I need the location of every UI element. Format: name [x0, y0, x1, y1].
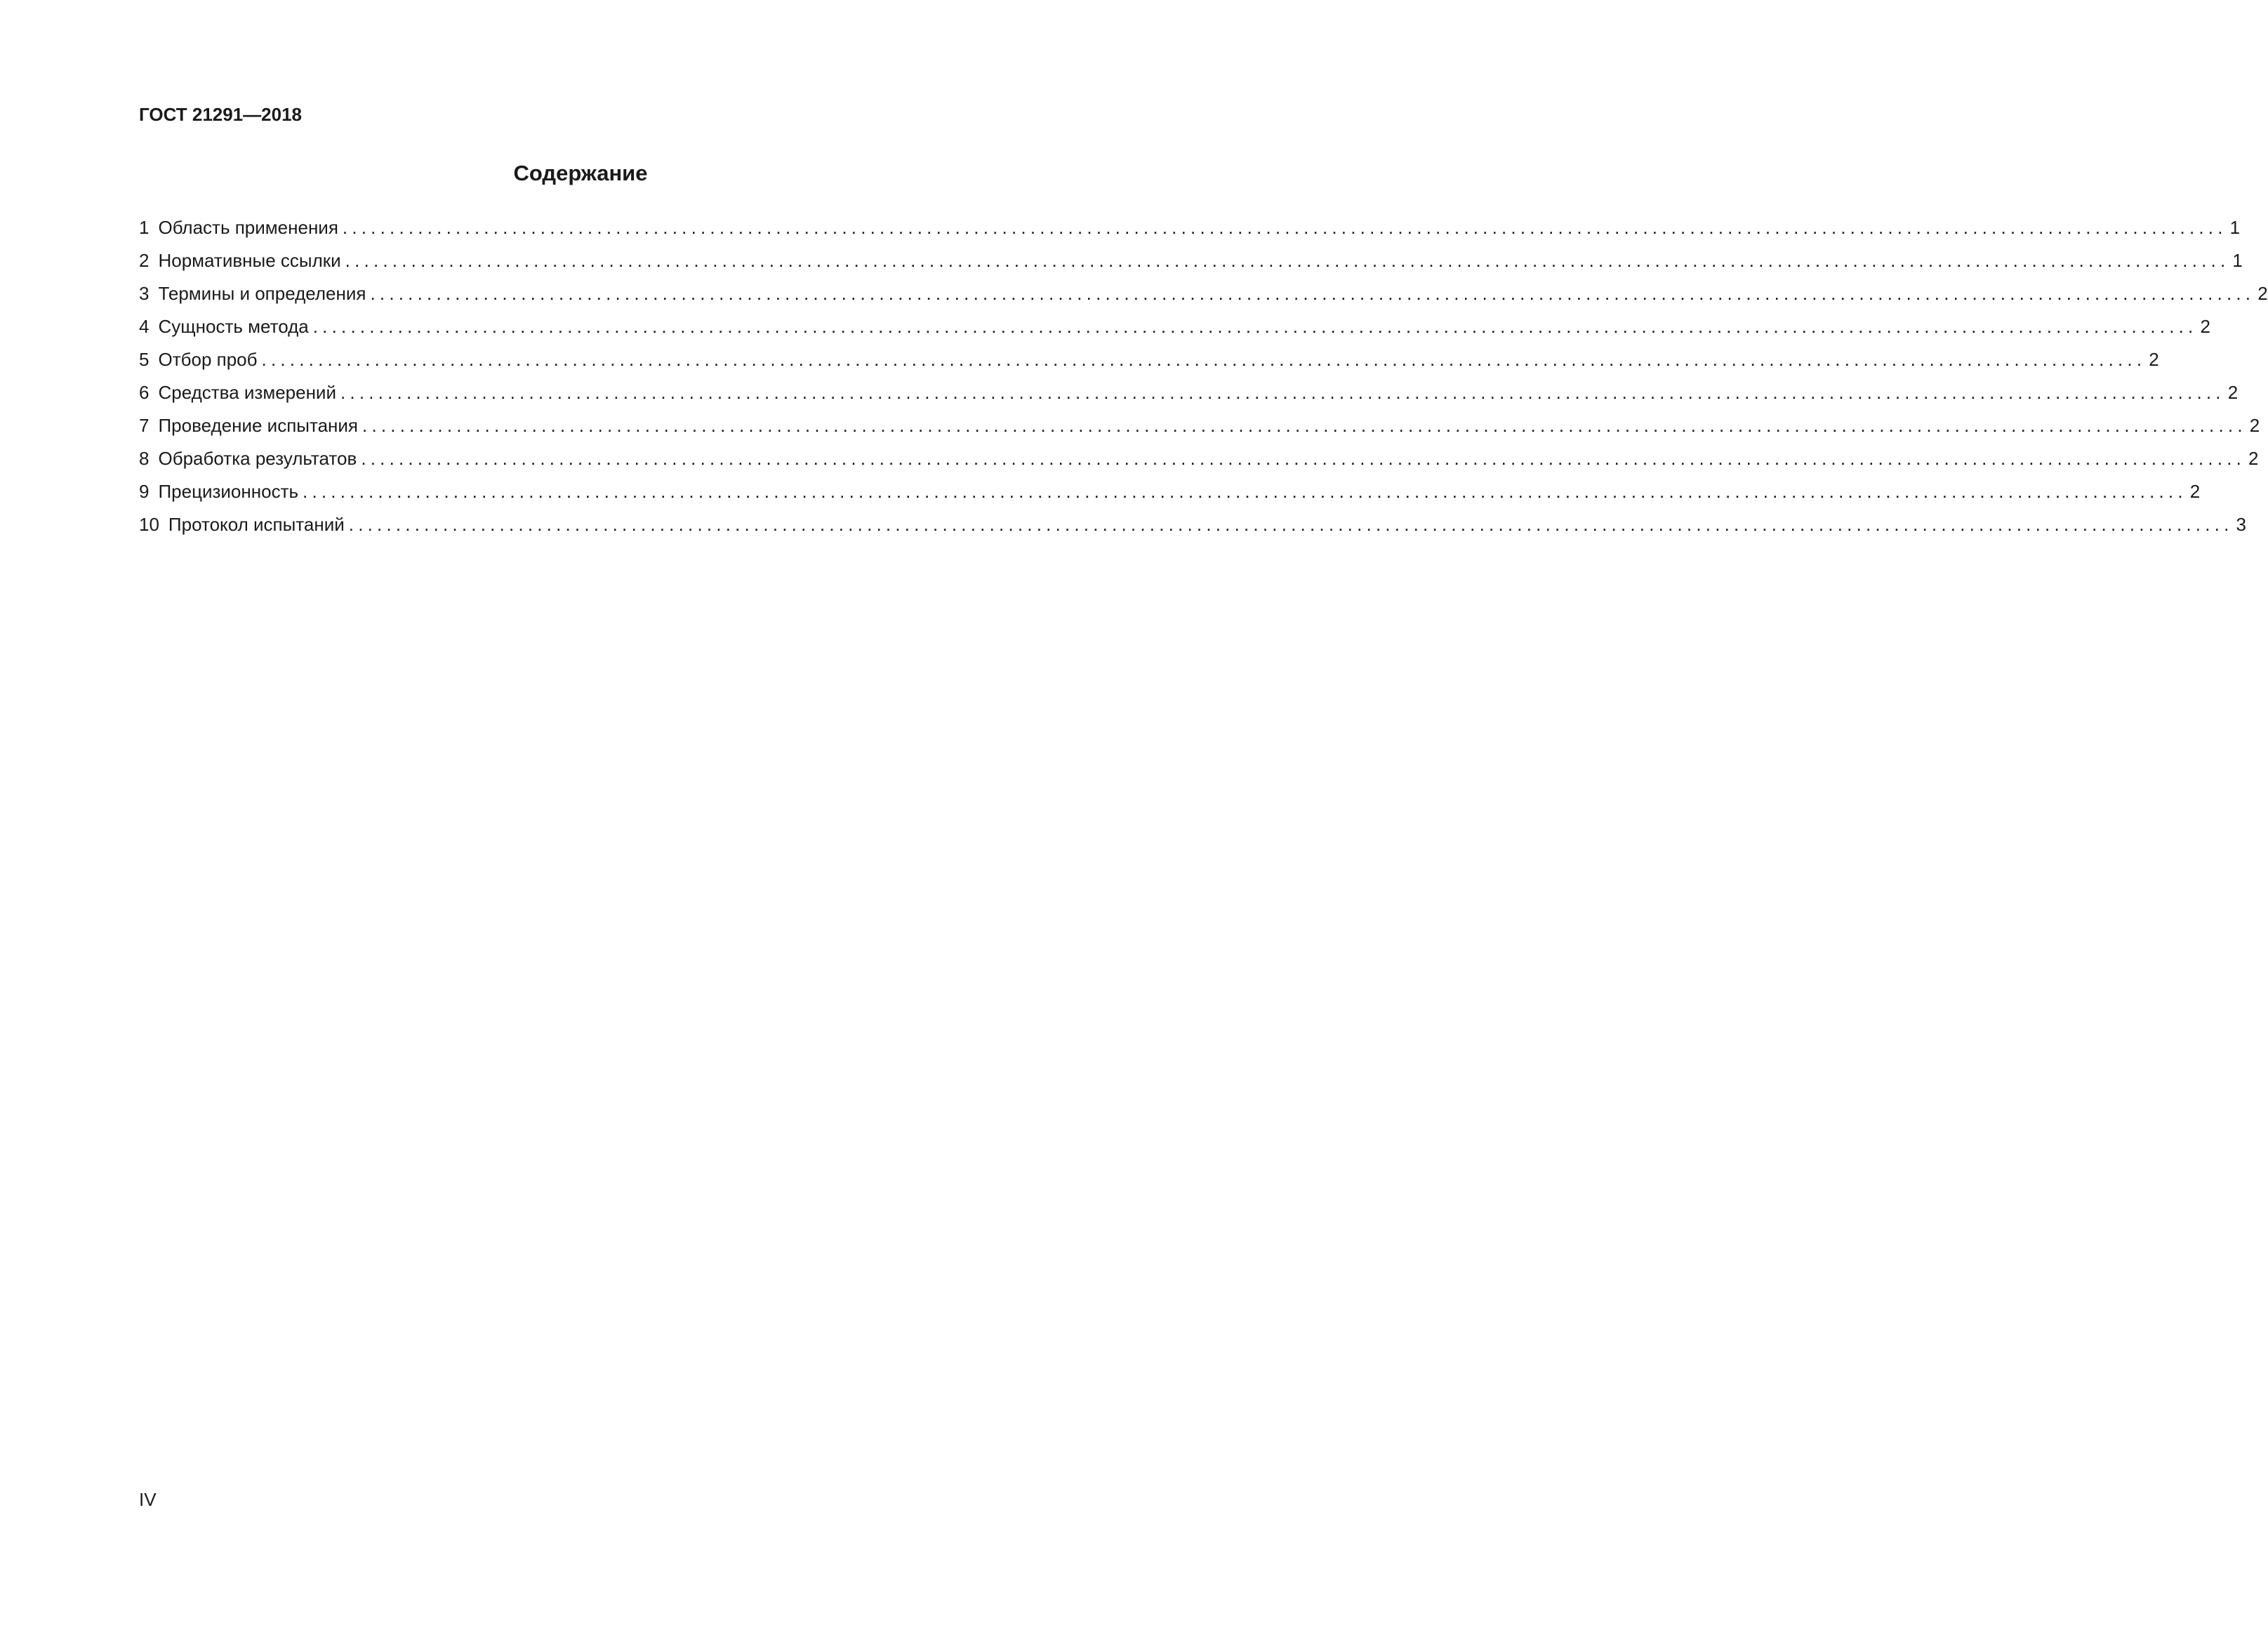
toc-item-page: 2 [2189, 481, 2201, 502]
toc-dot-leader: ........................................................................................................................................................................................................ [348, 514, 2234, 535]
toc-item-page: 1 [2229, 217, 2241, 238]
toc-item[interactable] [139, 512, 2246, 545]
toc-item[interactable] [139, 347, 2159, 380]
toc-dot-leader: ........................................................................................................................................................................................................ [312, 316, 2198, 337]
toc-item-number: 10 [139, 514, 159, 535]
toc-item-page: 2 [2227, 382, 2239, 403]
toc-item-label: Термины и определения [158, 283, 366, 304]
toc-item-number: 7 [139, 415, 150, 436]
toc-dot-leader: ........................................................................................................................................................................................................ [345, 250, 2230, 271]
toc-dot-leader: ........................................................................................................................................................................................................ [362, 415, 2247, 436]
toc-dot-leader: ........................................................................................................................................................................................................ [340, 382, 2225, 403]
toc-item-number: 1 [139, 217, 150, 238]
toc-item-page: 2 [2200, 316, 2210, 337]
toc-dot-leader: ........................................................................................................................................................................................................ [303, 481, 2187, 502]
toc-item[interactable] [139, 315, 2210, 347]
toc-title: Содержание [513, 161, 648, 185]
toc-dot-leader: ........................................................................................................................................................................................................ [342, 217, 2227, 238]
toc-item-label: Протокол испытаний [168, 514, 345, 535]
toc-item[interactable] [139, 249, 2243, 282]
toc-item-page: 3 [2236, 514, 2246, 535]
toc-item-page: 2 [2149, 349, 2159, 370]
toc-item-label: Средства измерений [158, 382, 336, 403]
toc-dot-leader: ........................................................................................................................................................................................................ [261, 349, 2147, 370]
toc-item-page: 2 [2257, 283, 2268, 304]
table-of-contents [139, 216, 2268, 545]
toc-item[interactable] [139, 446, 2259, 479]
toc-item-number: 2 [139, 250, 150, 271]
toc-item[interactable] [139, 413, 2260, 446]
toc-item[interactable] [139, 380, 2239, 413]
page-number: IV [139, 1489, 157, 1510]
toc-item-page: 1 [2232, 250, 2243, 271]
toc-item-page: 2 [2248, 448, 2259, 469]
toc-item-label: Проведение испытания [158, 415, 359, 436]
toc-item-page: 2 [2249, 415, 2260, 436]
toc-item-label: Нормативные ссылки [158, 250, 341, 271]
toc-item-number: 5 [139, 349, 150, 370]
toc-item[interactable] [139, 479, 2201, 512]
toc-item-number: 6 [139, 382, 150, 403]
toc-item-number: 3 [139, 283, 150, 304]
toc-item-label: Сущность метода [158, 316, 309, 337]
toc-dot-leader: ........................................................................................................................................................................................................ [370, 283, 2255, 304]
toc-item-number: 4 [139, 316, 150, 337]
toc-dot-leader: ........................................................................................................................................................................................................ [361, 448, 2246, 469]
toc-item-label: Область применения [158, 217, 338, 238]
toc-item-label: Отбор проб [158, 349, 258, 370]
document-id: ГОСТ 21291—2018 [139, 104, 302, 125]
toc-item[interactable] [139, 282, 2268, 315]
toc-item-number: 9 [139, 481, 150, 502]
toc-item[interactable] [139, 216, 2241, 249]
toc-item-label: Обработка результатов [158, 448, 357, 469]
toc-item-label: Прецизионность [158, 481, 299, 502]
toc-item-number: 8 [139, 448, 150, 469]
